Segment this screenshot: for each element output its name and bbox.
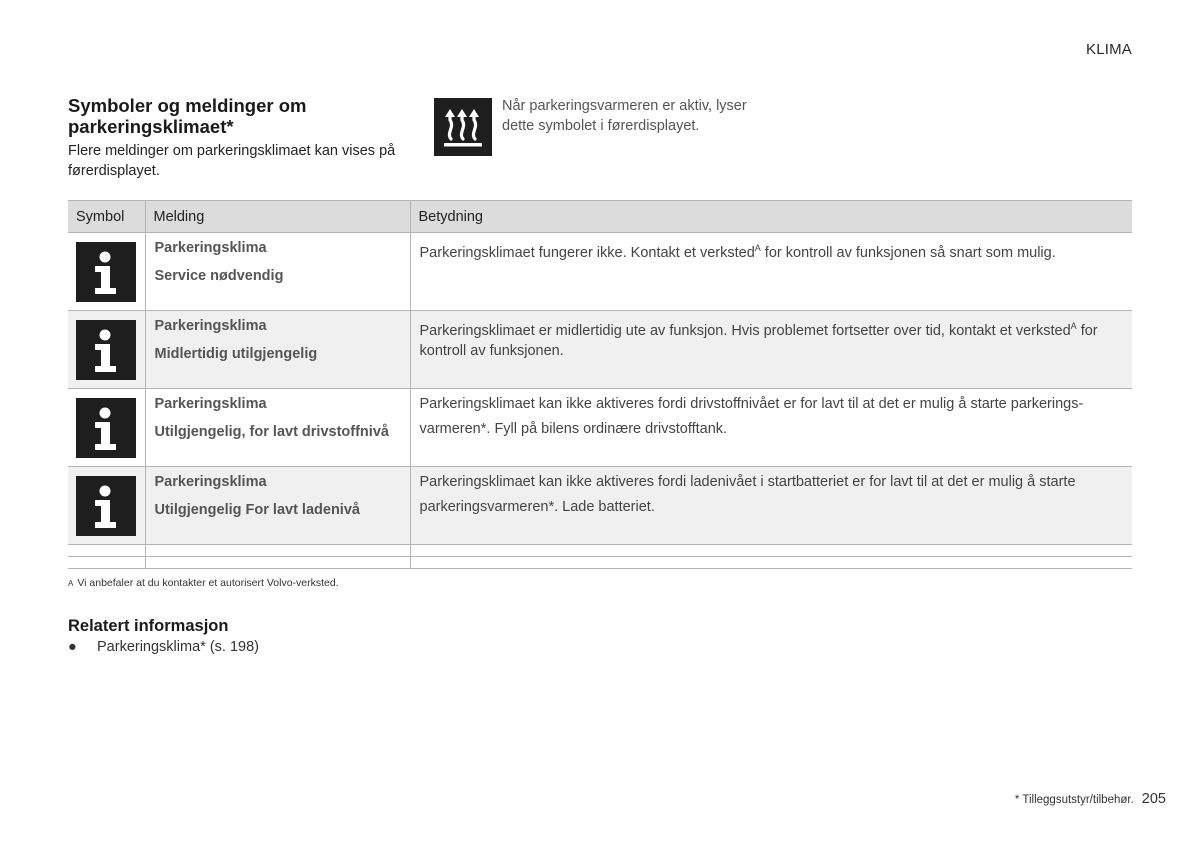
message-cell	[145, 233, 410, 311]
info-icon	[76, 476, 136, 536]
meaning-text	[420, 472, 1123, 517]
table-footnote	[68, 577, 339, 589]
empty-cell	[410, 545, 1132, 557]
message-subtitle: Service nødvendig	[154, 268, 284, 284]
footnote-ref: A	[754, 243, 761, 253]
heater-note: Når parkeringsvarmeren er aktiv, lyser dette symbolet i førerdisplayet.	[502, 98, 747, 134]
empty-cell	[410, 557, 1132, 569]
message-title: Parkeringsklima	[154, 474, 267, 490]
meaning-part: Parkeringsklimaet kan ikke aktiveres fordi drivstoffnivået er for lavt til at det er mulig å starte parkerings-varmeren*. Fyll på bilens ordinære drivstofftank.	[419, 396, 1084, 437]
message-subtitle: Midlertidig utilgjengelig	[154, 346, 318, 362]
message-cell	[145, 311, 410, 389]
symbol-cell	[68, 233, 145, 311]
empty-cell	[145, 557, 410, 569]
page-footer	[1015, 791, 1166, 807]
parking-heater-icon	[434, 98, 492, 156]
empty-cell	[145, 545, 410, 557]
info-icon	[76, 398, 136, 458]
table-header-row	[68, 201, 1132, 233]
message-title: Parkeringsklima	[154, 396, 267, 412]
message-title: Parkeringsklima	[154, 318, 267, 334]
meaning-cell	[410, 467, 1132, 545]
meaning-cell	[410, 233, 1132, 311]
footnote-mark: A	[68, 579, 74, 588]
table-row	[68, 233, 1132, 311]
meaning-part: for kontroll av funksjonen så snart som mulig.	[760, 244, 1056, 261]
related-info-title: Relatert informasjon	[68, 617, 229, 635]
messages-table	[68, 200, 1132, 569]
message-cell	[145, 389, 410, 467]
col-header-symbol: Symbol	[68, 201, 145, 233]
table-row	[68, 389, 1132, 467]
info-icon	[76, 320, 136, 380]
col-header-message: Melding	[145, 201, 410, 233]
symbol-cell	[68, 467, 145, 545]
info-icon	[76, 242, 136, 302]
section-label: KLIMA	[1085, 41, 1132, 58]
message-subtitle: Utilgjengelig For lavt ladenivå	[154, 502, 360, 518]
empty-cell	[68, 545, 145, 557]
message-subtitle: Utilgjengelig, for lavt drivstoffnivå	[154, 424, 389, 440]
table-row-empty	[68, 545, 1132, 557]
related-item[interactable]	[68, 639, 259, 655]
meaning-cell	[410, 311, 1132, 389]
symbol-cell	[68, 311, 145, 389]
meaning-part: Parkeringsklimaet er midlertidig ute av funksjon. Hvis problemet fortsetter over tid, kontakt et verksted	[419, 322, 1071, 339]
message-title: Parkeringsklima	[154, 240, 267, 256]
page-title: Symboler og meldinger om parkeringsklimaet*	[68, 95, 307, 137]
table-row	[68, 467, 1132, 545]
meaning-text	[420, 238, 1123, 263]
footnote-ref: A	[1070, 321, 1077, 331]
footnote-text: Vi anbefaler at du kontakter et autorisert Volvo-verksted.	[77, 577, 339, 589]
page-number: 205	[1141, 791, 1166, 807]
meaning-text	[420, 316, 1123, 361]
meaning-part: Parkeringsklimaet kan ikke aktiveres fordi ladenivået i startbatteriet er for lavt til at det er mulig å starte parkeringsvarmeren*. Lade batteriet.	[419, 474, 1076, 515]
meaning-part: for kontroll av funksjonen.	[419, 322, 1098, 359]
intro-text: Flere meldinger om parkeringsklimaet kan vises på førerdisplayet.	[68, 143, 396, 179]
table-row-empty	[68, 557, 1132, 569]
meaning-part: Parkeringsklimaet fungerer ikke. Kontakt et verksted	[419, 244, 755, 261]
meaning-text	[420, 394, 1123, 439]
symbol-cell	[68, 389, 145, 467]
message-cell	[145, 467, 410, 545]
footer-note: * Tilleggsutstyr/tilbehør.	[1014, 794, 1134, 806]
meaning-cell	[410, 389, 1132, 467]
table-row	[68, 311, 1132, 389]
col-header-meaning: Betydning	[410, 201, 1132, 233]
bullet-icon: ●	[68, 639, 77, 655]
related-link[interactable]: Parkeringsklima* (s. 198)	[97, 639, 259, 655]
empty-cell	[68, 557, 145, 569]
